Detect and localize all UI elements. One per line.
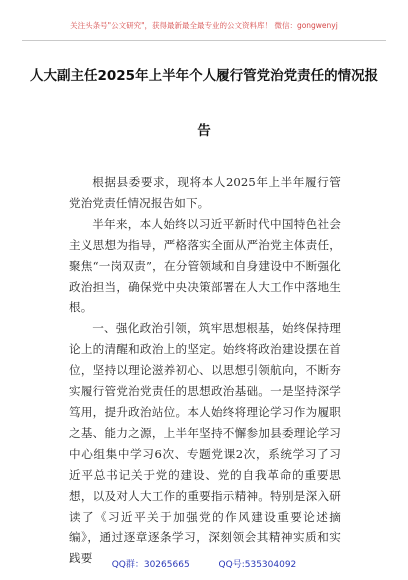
document-title-line-1: 人大副主任2025年上半年个人履行管党治党责任的情况报: [30, 68, 379, 84]
header-divider: [22, 40, 386, 41]
paragraph-section-1: 一、强化政治引领，筑牢思想根基，始终保持理论上的清醒和政治上的坚定。始终将政治建设摆在首位，坚持以理论滋养初心、以思想引领航向，不断夯实履行管党治党责任的思想政治基础。一是坚持深学笃用，提升政治站位。本人始终将理论学习作为履职之基、能力之源，上半年坚持不懈参加县委理论学习中心组集中学习6次、专题党课2次，系统学习了习近平总书记关于党的建设、党的自我革命的重要思想，以及对人大工作的重要指示精神。特别是深入研读了《习近平关于加强党的作风建设重要论述摘编》，通过逐章逐条学习，深刻领会其精神实质和实践要: [69, 321, 341, 566]
paragraph-summary: 半年来，本人始终以习近平新时代中国特色社会主义思想为指导，严格落实全面从严治党主体责任，聚焦“一岗双责”，在分管领域和自身建设中不断强化政治担当，确保党中央决策部署在人大工作中落地生根。: [69, 216, 341, 315]
header-banner: 关注头条号"公文研究"，获得最新最全最专业的公文资料库！ 微信：gongwenyj: [70, 21, 338, 30]
document-body: [69, 172, 341, 569]
footer-contact: [0, 559, 408, 571]
paragraph-intro: 根据县委要求，现将本人2025年上半年履行管党治党责任情况报告如下。: [69, 175, 341, 210]
footer-qq-group: QQ群：30265665: [111, 560, 190, 570]
document-title-line-2: 告: [197, 123, 211, 139]
footer-qq-number: QQ号:535304092: [218, 560, 297, 570]
